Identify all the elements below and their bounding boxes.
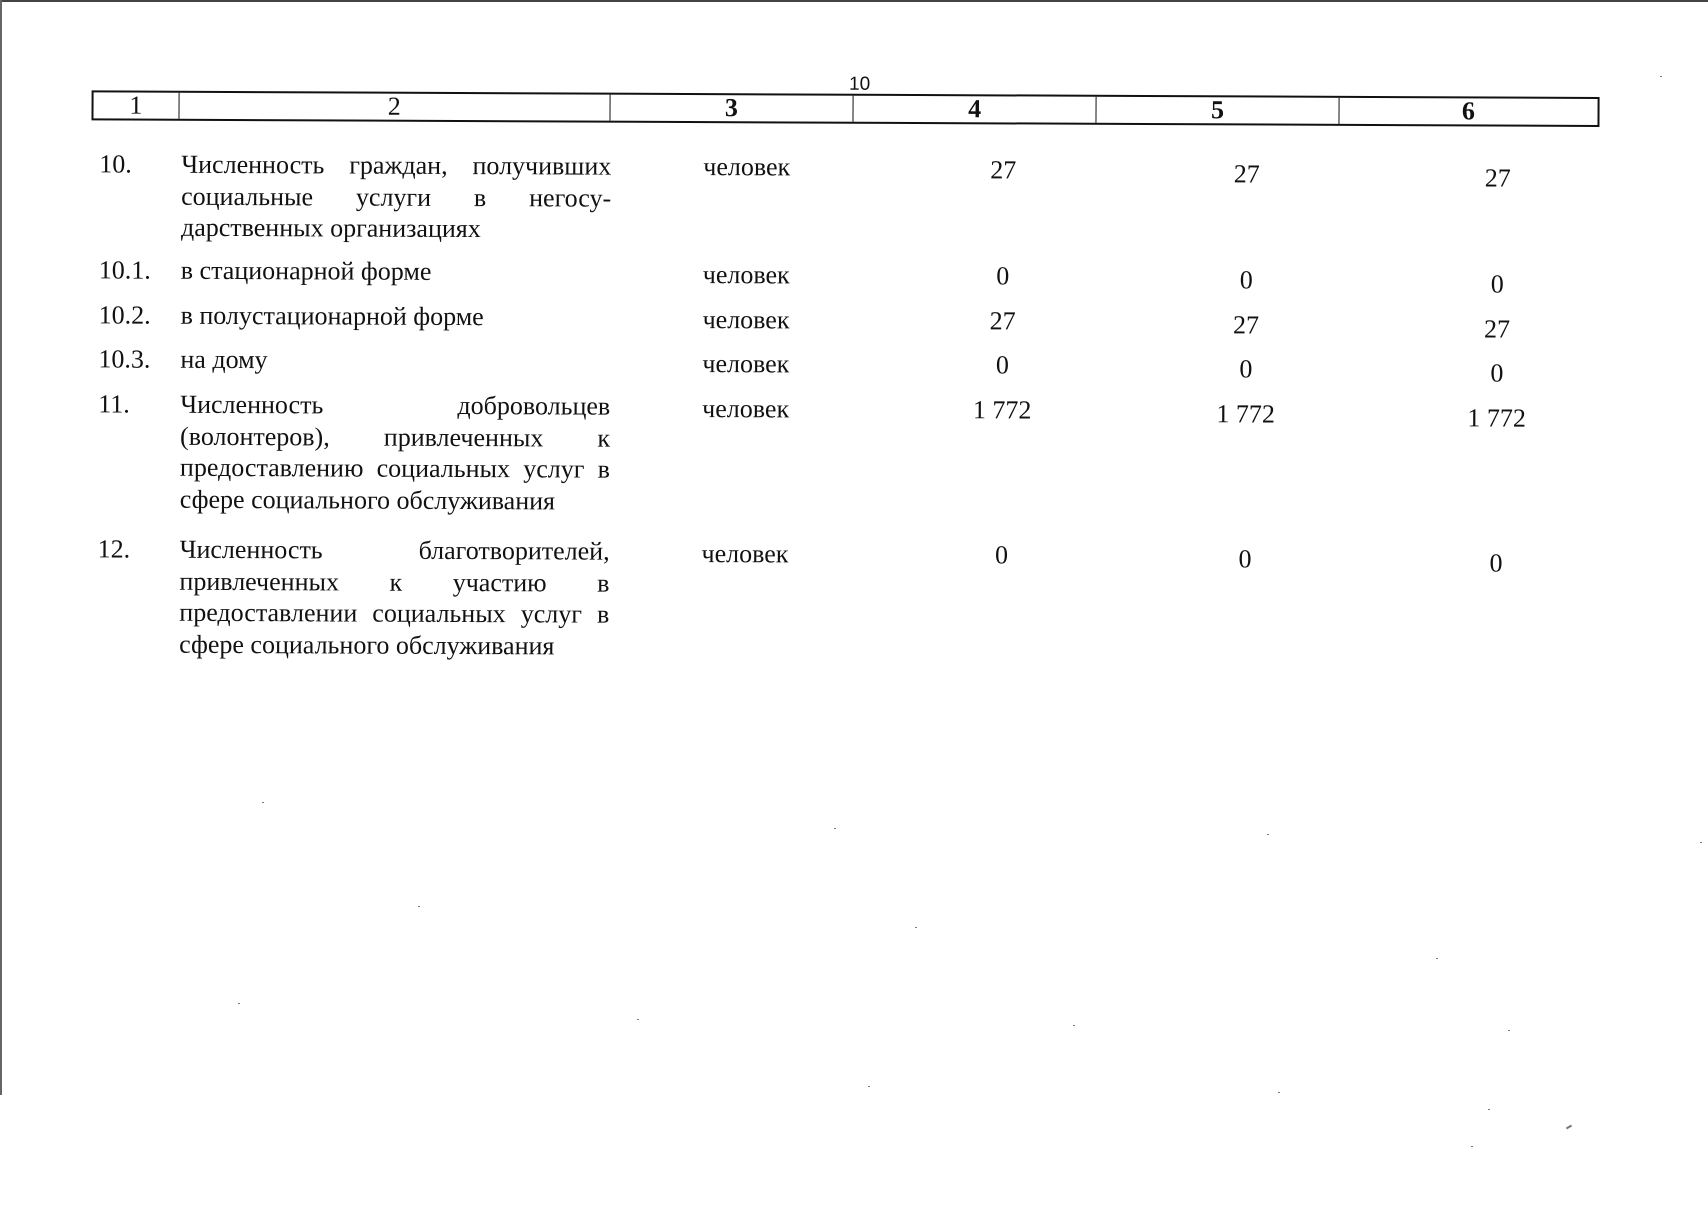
row-indicator: Численность добровольцев (волонтеров), привлеченных к предоставлению социальных услуг в сфере социального обслуживания (179, 389, 611, 515)
row-indicator: Численность граждан, получивших социальные услуги в негосу-дарственных организациях (180, 149, 612, 244)
row-value-col4: 0 (995, 350, 1009, 380)
scan-speck (1471, 1146, 1473, 1147)
row-value-col6: 1 772 (1467, 403, 1527, 433)
row-number: 10.2. (98, 300, 151, 330)
row-unit: человек (702, 260, 790, 290)
row-value-col6: 0 (1489, 548, 1503, 578)
scan-speck (1660, 76, 1662, 77)
scan-speck (637, 1019, 639, 1020)
row-number: 10.1. (98, 255, 151, 285)
header-cell-5: 5 (1097, 97, 1339, 124)
scan-speck (418, 906, 420, 907)
row-number: 11. (98, 389, 130, 419)
row-number: 10.3. (98, 344, 151, 374)
row-value-col4: 0 (995, 540, 1009, 570)
row-indicator: Численность благотворителей, привлеченных к участию в предоставлении социальных услуг в сфере социального обслуживания (179, 534, 610, 660)
row-unit: человек (702, 394, 790, 424)
table-row (91, 299, 1599, 344)
row-value-col5: 0 (1239, 354, 1253, 384)
table-row (91, 254, 1599, 299)
table-row (91, 148, 1599, 244)
row-indicator: в полустационарной форме (180, 300, 484, 332)
header-cell-6: 6 (1461, 96, 1475, 126)
row-value-col4: 1 772 (972, 395, 1032, 425)
scan-speck (262, 802, 264, 803)
row-unit: человек (703, 152, 791, 182)
row-value-col6: 0 (1490, 269, 1504, 299)
row-value-col5: 1 772 (1216, 399, 1276, 429)
row-unit: человек (702, 305, 790, 335)
row-value-col4: 27 (990, 155, 1017, 185)
row-unit: человек (701, 539, 789, 569)
row-value-col4: 0 (996, 261, 1010, 291)
scan-speck (1436, 958, 1438, 959)
header-cell-4: 4 (853, 96, 1096, 123)
table-row (90, 533, 1598, 660)
table-row (90, 388, 1598, 515)
header-cell-1: 1 (93, 92, 179, 118)
scan-speck (1073, 1025, 1075, 1026)
row-indicator: в стационарной форме (180, 255, 432, 286)
scan-speck (915, 927, 917, 928)
row-value-col6: 0 (1490, 358, 1504, 388)
row-value-col6: 27 (1484, 163, 1511, 193)
scan-speck (1700, 842, 1702, 843)
page-number: 10 (849, 73, 871, 95)
scan-speck (1278, 1092, 1280, 1093)
scan-speck (238, 1003, 240, 1004)
row-value-col5: 27 (1233, 159, 1260, 189)
scan-speck (834, 828, 836, 829)
scan-speck (1267, 834, 1269, 835)
scan-speck (868, 1086, 870, 1087)
header-cell-3: 3 (610, 95, 853, 122)
scan-speck (1488, 1109, 1490, 1110)
row-value-col6: 27 (1484, 314, 1511, 344)
row-value-col4: 27 (989, 306, 1016, 336)
row-value-col5: 0 (1238, 544, 1252, 574)
row-number: 10. (99, 149, 132, 179)
row-unit: человек (702, 349, 790, 379)
row-number: 12. (97, 534, 131, 564)
row-value-col5: 0 (1239, 265, 1253, 295)
row-indicator: на дому (180, 344, 268, 375)
row-value-col5: 27 (1233, 310, 1260, 340)
header-cell-2: 2 (179, 93, 610, 121)
table-header-row (91, 90, 1599, 127)
scan-speck (1508, 1030, 1510, 1031)
